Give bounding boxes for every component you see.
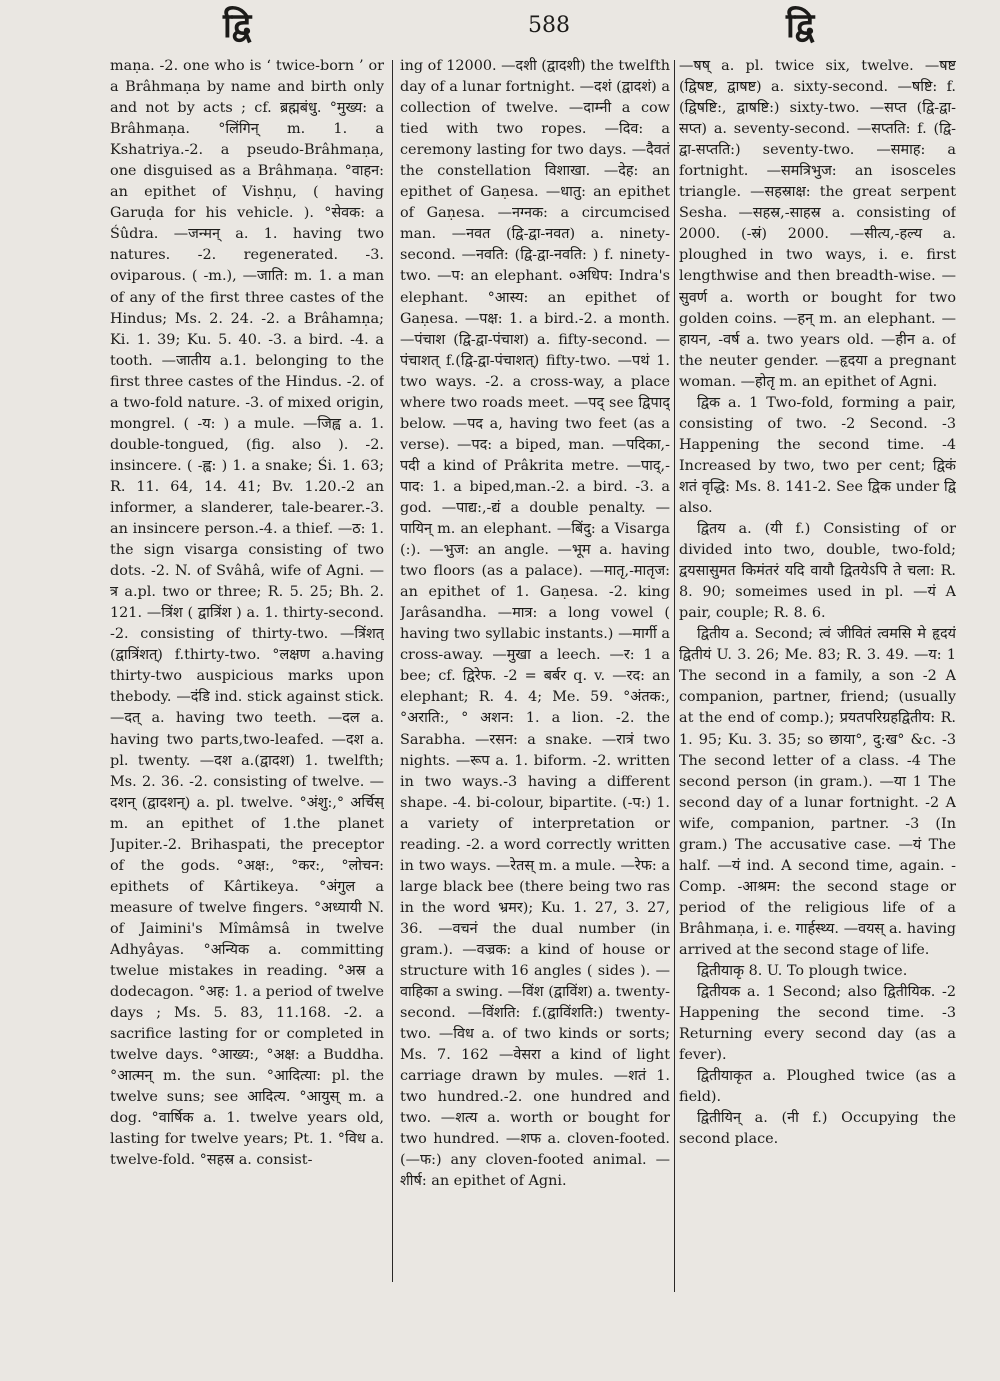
entry-paragraph: ing of 12000. —दशी (द्वादशी) the twelfth day of a lunar fortnight. —दशं (द्वादशं) a collection of twelve. —दाम्नी a cow tied with two ropes. —दिव: a ceremony lasting for two days. —दैवतं the constellation विशाखा. —देह: an epithet of Gaṇesa. —धातु: an epithet of Gaṇesa. —नग्नक: a circumcised man. —नवत (द्वि-द्वा-नवत) a. ninety-second. —नवति: (द्वि-द्वा-नवति: ) f. ninety-two. —प: an elephant. ०अधिप: Indra's elephant. °आस्य: an epithet of Gaṇesa. —पक्ष: 1. a bird.-2. a month. —पंचाश (द्वि-द्वा-पंचाश) a. fifty-second. —पंचाशत् f.(द्वि-द्वा-पंचाशत्) fifty-two. —पथं 1. two ways. -2. a cross-way, a place where two roads meet. —पद् see द्विपाद् below. —पद a, having two feet (as a verse). —पद: a biped, man. —पदिका,-पदी a kind of Prâkrita metre. —पाद्,-पाद: 1. a biped,man.-2. a bird. -3. a god. —पाद्य:,-द्यं a double penalty. —पायिन् m. an elephant. —बिंदु: a Visarga (:). —भुज: an angle. —भूम a. having two floors (as a palace). —मातृ,-मातृज: an epithet of 1. Gaṇesa. -2. king Jarâsandha. —मात्र: a long vowel ( having two syllabic instants.) —मार्गी a cross-away. —मुखा a leech. —र: 1 a bee; cf. द्विरेफ. -2 = बर्बर q. v. —रद: an elephant; R. 4. 4; Me. 59. °अंतक:, °अराति:, ° अशन: 1. a lion. -2. the Sarabha. —रसन: a snake. —रात्रं two nights. —रूप a. 1. biform. -2. written in two ways.-3 having a different shape. -4. bi-colour, bipartite. (-प:) 1. a variety of interpretation or reading. -2. a word correctly written in two ways. —रेतस् m. a mule. —रेफ: a large black bee (there being two ras in the word भ्रमर); Ku. 1. 27, 3. 27, 36. —वचनं the dual number (in gram.). —वज्रक: a kind of house or structure with 16 angles ( sides ). —वाहिका a swing. —विंश (द्वाविंश) a. twenty-second. —विंशति: f.(द्वाविंशति:) twenty-two. —विध a. of two kinds or sorts; Ms. 7. 162 —वेसरा a kind of light carriage drawn by mules. —शतं 1. two hundred.-2. one hundred and two. —शत्य a. worth or bought for two hundred. —शफ a. cloven-footed. (—फ:) any cloven-footed animal. —शीर्ष: an epithet of Agni. — [400, 58, 670, 1190]
left-running-headword: द्वि — [223, 6, 252, 46]
entry-dvitiyakrita: द्वितीयाकृत a. Ploughed twice (as a field). — [679, 1068, 956, 1106]
entry-dvitiya: द्वितीय a. Second; त्वं जीवितं त्वमसि मे हृदयं द्वितीयं U. 3. 26; Me. 83; R. 3. 49. —य: 1 The second in a family, a son -2 A companion, partner, friend; (usually at the end of comp.); प्रयतपरिग्रहद्वितीय: R. 1. 95; Ku. 3. 35; so छाया°, दु:ख° &c. -3 The second letter of a class. -4 The second person (in gram.). —या 1 The second day of a lunar fortnight. -2 A wife, companion, partner. -3 (In gram.) The accusative case. —यं The half. —यं ind. A second time, again. -Comp. -आश्रम: the second stage or period of the religious life of a Brâhmaṇa, i. e. गार्हस्थ्य. —वयस् a. having arrived at the second stage of life. — [679, 626, 956, 958]
entry-paragraph: maṇa. -2. one who is ‘ twice-born ’ or a Brâhmaṇa by name and birth only and not by acts ; cf. ब्रह्मबंधु. °मुख्य: a Brâhmaṇa. °लिंगिन् m. 1. a Kshatriya.-2. a pseudo-Brâhmaṇa, one disguised as a Brâhmaṇa. °वाहन: an epithet of Vishṇu, ( having Garuḍa for his vehicle. ). °सेवक: a Śûdra. —जन्मन् a. 1. having two natures. -2. regenerated. -3. oviparous. ( -m.), —जाति: m. 1. a man of any of the first three castes of the Hindus; Ms. 2. 24. -2. a Brâhamṇa; Ki. 1. 39; Ku. 5. 40. -3. a bird. -4. a tooth. —जातीय a.1. belonging to the first three castes of the Hindus. -2. of a two-fold nature. -3. of mixed origin, mongrel. ( -य: ) a mule. —जिह्व a. 1. double-tongued, (fig. also ). -2. insincere. ( -ह्व: ) 1. a snake; Śi. 1. 63; R. 11. 64, 14. 41; Bv. 1.20.-2 an informer, a slanderer, tale-bearer.-3. an insincere person.-4. a thief. —ठ: 1. the sign visarga consisting of two dots. -2. N. of Svâhâ, wife of Agni. —त्र a.pl. two or three; R. 5. 25; Bh. 2. 121. —त्रिंश ( द्वात्रिंश ) a. 1. thirty-second. -2. consisting of thirty-two. —त्रिंशत् (द्वात्रिंशत्) f.thirty-two. °लक्षण a.having thirty-two auspicious marks upon thebody. —दंडि ind. stick against stick. —दत् a. having two teeth. —दल a. having two parts,two-leafed. —दश a. pl. twenty. —दश a.(द्वादश) 1. twelfth; Ms. 2. 36. -2. consisting of twelve. —दशन् (द्वादशन्) a. pl. twelve. °अंशु:,° अर्चिस् m. an epithet of 1.the planet Jupiter.-2. Brihaspati, the preceptor of the gods. °अक्ष:, °कर:, °लोचन: epithets of Kârtikeya. °अंगुल a measure of twelve fingers. °अध्यायी N. of Jaimini's Mîmâmsâ in twelve Adhyâyas. °अन्यिक a. committing twelue mistakes in reading. °अस्र a dodecagon. °अह: 1. a period of twelve days ; Ms. 5. 83, 11.168. -2. a sacrifice lasting for or completed in twelve days. °आख्य:, °अक्ष: a Buddha. °आत्मन् m. the sun. °आदित्या: pl. the twelve suns; see आदित्य. °आयुस् m. a dog. °वार्षिक a. 1. twelve years old, lasting for twelve years; Pt. 1. °विध a. twelve-fold. °सहस्र a. consist- — [110, 58, 384, 1169]
entry-dvitaya: द्वितय a. (यी f.) Consisting of or divided into two, double, two-fold; द्वयसासुमत किमंतरं यदि वायौ द्वितयेऽपि ते चला: R. 8. 90; someimes used in pl. —यं A pair, couple; R. 8. 6. — [679, 521, 956, 622]
text-column-3 — [679, 56, 956, 1318]
entry-dvitiyaka: द्वितीयक a. 1 Second; also द्वितीयिक. -2 Happening the second time. -3 Returning every second day (as a fever). — [679, 984, 956, 1064]
entry-paragraph: —षष् a. pl. twice six, twelve. —षष्ट (द्विषष्ट, द्वाषष्ट) a. sixty-second. —षष्टि: f. (द्विषष्टि:, द्वाषष्टि:) sixty-two. —सप्त (द्वि-द्वा-सप्त) a. seventy-second. —सप्तति: f. (द्वि-द्वा-सप्तति:) seventy-two. —समाह: a fortnight. —समत्रिभुज: an isosceles triangle. —सहस्राक्ष: the great serpent Sesha. —सहस्र,-साहस्र a. consisting of 2000. (-स्रं) 2000. —सीत्य,-हल्य a. ploughed in two ways, i. e. first lengthwise and then breadth-wise. —सुवर्ण a. worth or bought for two golden coins. —हन् m. an elephant. —हायन, -वर्ष a. two years old. —हीन a. of the neuter gender. —हृदया a pregnant woman. —होतृ m. an epithet of Agni. — [679, 58, 956, 390]
entry-dvitiyin: द्वितीयिन् a. (नी f.) Occupying the second place. — [679, 1110, 956, 1148]
column-divider-2 — [674, 60, 675, 1292]
entry-dvitiyakri: द्वितीयाकृ 8. U. To plough twice. — [697, 963, 908, 980]
right-running-headword: द्वि — [786, 6, 815, 46]
page-header — [0, 0, 1000, 56]
page-number: 588 — [528, 13, 570, 38]
text-column-1 — [110, 56, 384, 1318]
text-column-2 — [400, 56, 670, 1318]
entry-dvika: द्विक a. 1 Two-fold, forming a pair, consisting of two. -2 Second. -3 Happening the second time. -4 Increased by two, two per cent; द्विकं शतं वृद्धि: Ms. 8. 141-2. See द्विक under द्वि also. — [679, 394, 956, 516]
column-divider-1 — [392, 60, 393, 1282]
